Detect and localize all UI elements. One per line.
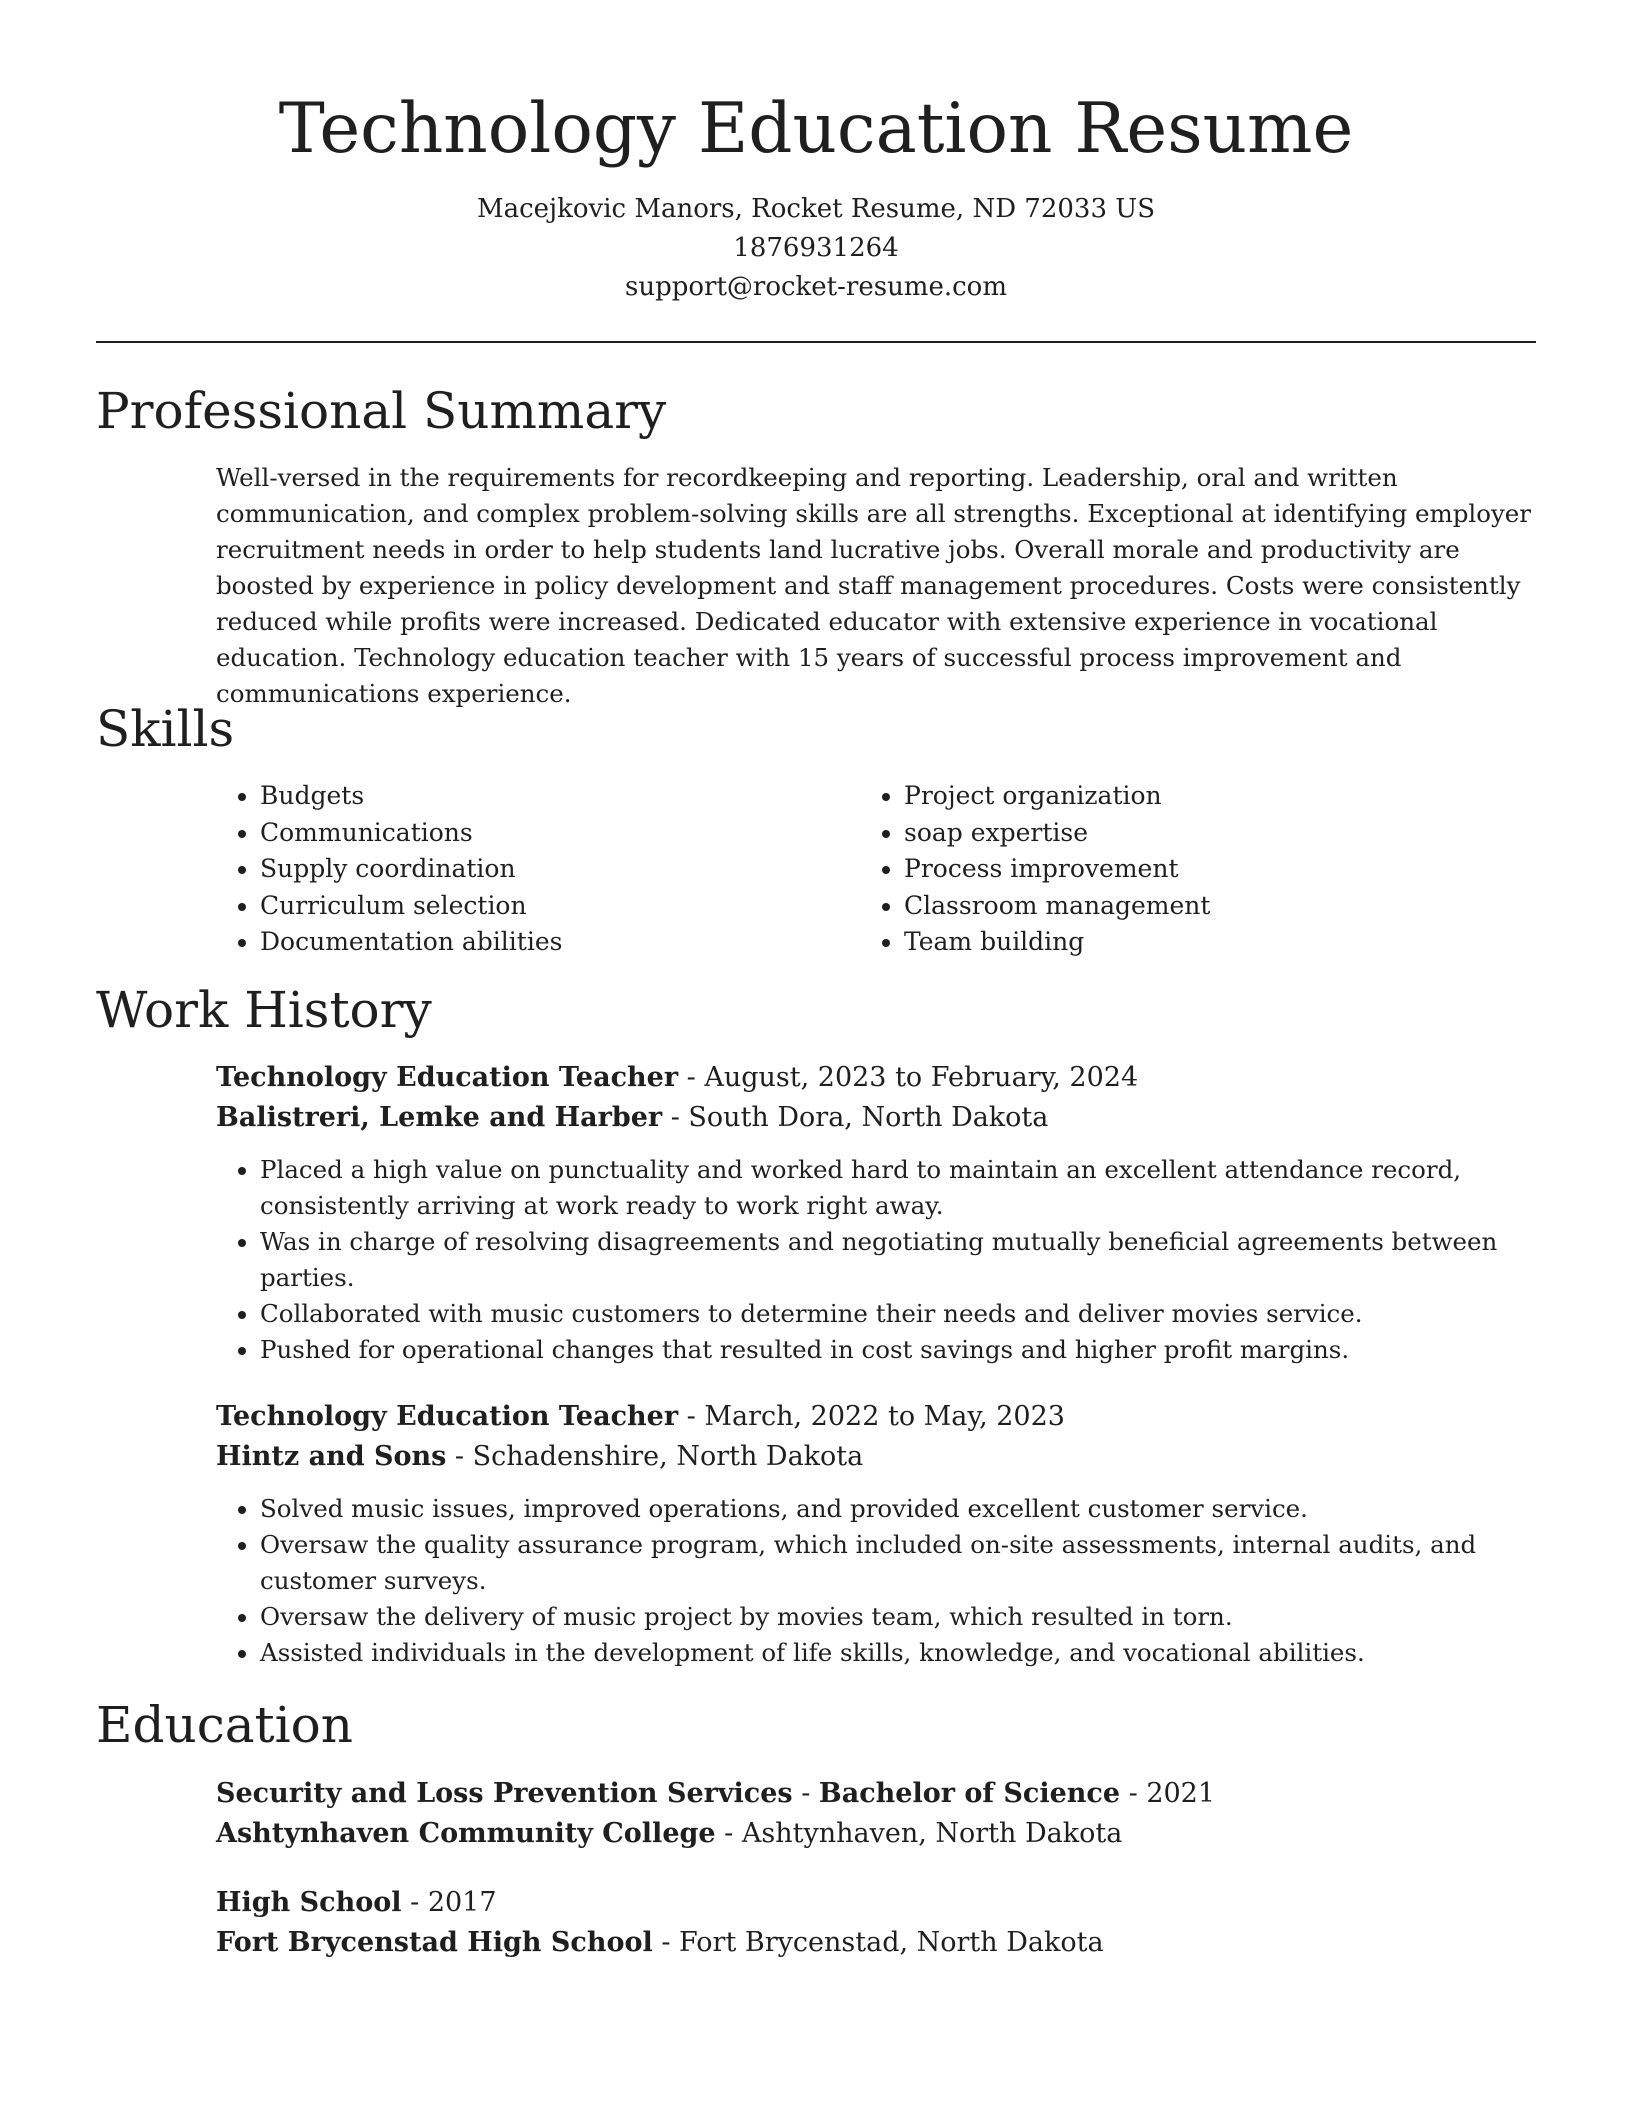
job-dates: August, 2023 to February, 2024 <box>704 1062 1139 1093</box>
education-degree: Bachelor of Science <box>818 1778 1121 1809</box>
skill-item: • Supply coordination <box>260 851 860 888</box>
header-divider <box>96 341 1536 343</box>
skill-item: • Curriculum selection <box>260 888 860 925</box>
education-school: Ashtynhaven Community College <box>216 1818 716 1849</box>
education-school: Fort Brycenstad High School <box>216 1927 653 1958</box>
contact-address: Macejkovic Manors, Rocket Resume, ND 72033 US <box>476 194 1156 224</box>
skill-item: • Project organization <box>904 778 1504 815</box>
job-dates: March, 2022 to May, 2023 <box>704 1401 1065 1432</box>
education-program-line: High School - 2017 <box>216 1887 497 1918</box>
job-bullet: • Was in charge of resolving disagreements and negotiating mutually beneficial agreements between parties. <box>260 1224 1536 1296</box>
job-title: Technology Education Teacher <box>216 1062 679 1093</box>
skill-item: • soap expertise <box>904 815 1504 852</box>
job-bullet: • Placed a high value on punctuality and worked hard to maintain an excellent attendance record, consistently arriving at work ready to work right away. <box>260 1152 1536 1224</box>
contact-block <box>96 190 1536 307</box>
contact-phone: 1876931264 <box>733 233 899 263</box>
skill-item: • Documentation abilities <box>260 924 860 961</box>
skills-list-right <box>860 778 1504 961</box>
education-year: 2017 <box>427 1887 497 1918</box>
skills-heading: Skills <box>96 700 235 758</box>
job-company-line: Hintz and Sons - Schadenshire, North Dakota <box>216 1441 864 1472</box>
job-title-line: Technology Education Teacher - August, 2023 to February, 2024 <box>216 1062 1139 1093</box>
summary-text: Well-versed in the requirements for recordkeeping and reporting. Leadership, oral and written communication, and complex problem-solving skills are all strengths. Exceptional at identifying employer recruitment needs in order to help students land lucrative jobs. Overall morale and productivity are boosted by experience in policy development and staff management procedures. Costs were consistently reduced while profits were increased. Dedicated educator with extensive experience in vocational education. Technology education teacher with 15 years of successful process improvement and communications experience. <box>216 463 1532 708</box>
education-program-line: Security and Loss Prevention Services - Bachelor of Science - 2021 <box>216 1778 1216 1809</box>
skill-item: • Team building <box>904 924 1504 961</box>
job-company: Hintz and Sons <box>216 1441 447 1472</box>
job-bullets <box>216 1152 1536 1368</box>
job-location: South Dora, North Dakota <box>688 1102 1049 1133</box>
summary-section <box>216 460 1536 712</box>
job-bullet: • Oversaw the delivery of music project by movies team, which resulted in torn. <box>260 1599 1536 1635</box>
skills-list-left <box>216 778 860 961</box>
education-location: Fort Brycenstad, North Dakota <box>679 1927 1104 1958</box>
education-entry <box>216 1774 1536 1854</box>
job-company: Balistreri, Lemke and Harber <box>216 1102 663 1133</box>
job-title-line: Technology Education Teacher - March, 2022 to May, 2023 <box>216 1401 1065 1432</box>
job-bullet: • Pushed for operational changes that resulted in cost savings and higher profit margins. <box>260 1332 1536 1368</box>
education-program: High School <box>216 1887 402 1918</box>
education-school-line: Fort Brycenstad High School - Fort Brycenstad, North Dakota <box>216 1927 1104 1958</box>
job-bullet: • Solved music issues, improved operations, and provided excellent customer service. <box>260 1491 1536 1527</box>
summary-heading: Professional Summary <box>96 382 667 440</box>
job-bullet: • Collaborated with music customers to determine their needs and deliver movies service. <box>260 1296 1536 1332</box>
education-entry <box>216 1883 1536 1963</box>
skill-item: • Process improvement <box>904 851 1504 888</box>
contact-email: support@rocket-resume.com <box>624 272 1007 302</box>
education-year: 2021 <box>1146 1778 1216 1809</box>
skill-item: • Classroom management <box>904 888 1504 925</box>
job-bullets <box>216 1491 1536 1671</box>
job-bullet: • Oversaw the quality assurance program, which included on-site assessments, internal audits, and customer surveys. <box>260 1527 1536 1599</box>
skill-item: • Communications <box>260 815 860 852</box>
skill-item: • Budgets <box>260 778 860 815</box>
education-program: Security and Loss Prevention Services <box>216 1778 793 1809</box>
resume-title: Technology Education Resume <box>278 89 1354 169</box>
job-entry <box>216 1397 1536 1671</box>
job-entry <box>216 1058 1536 1368</box>
work-heading: Work History <box>96 981 432 1039</box>
job-location: Schadenshire, North Dakota <box>472 1441 864 1472</box>
job-bullet: • Assisted individuals in the development of life skills, knowledge, and vocational abilities. <box>260 1635 1536 1671</box>
education-location: Ashtynhaven, North Dakota <box>741 1818 1123 1849</box>
education-school-line: Ashtynhaven Community College - Ashtynhaven, North Dakota <box>216 1818 1123 1849</box>
job-company-line: Balistreri, Lemke and Harber - South Dora, North Dakota <box>216 1102 1049 1133</box>
education-heading: Education <box>96 1696 353 1754</box>
job-title: Technology Education Teacher <box>216 1401 679 1432</box>
